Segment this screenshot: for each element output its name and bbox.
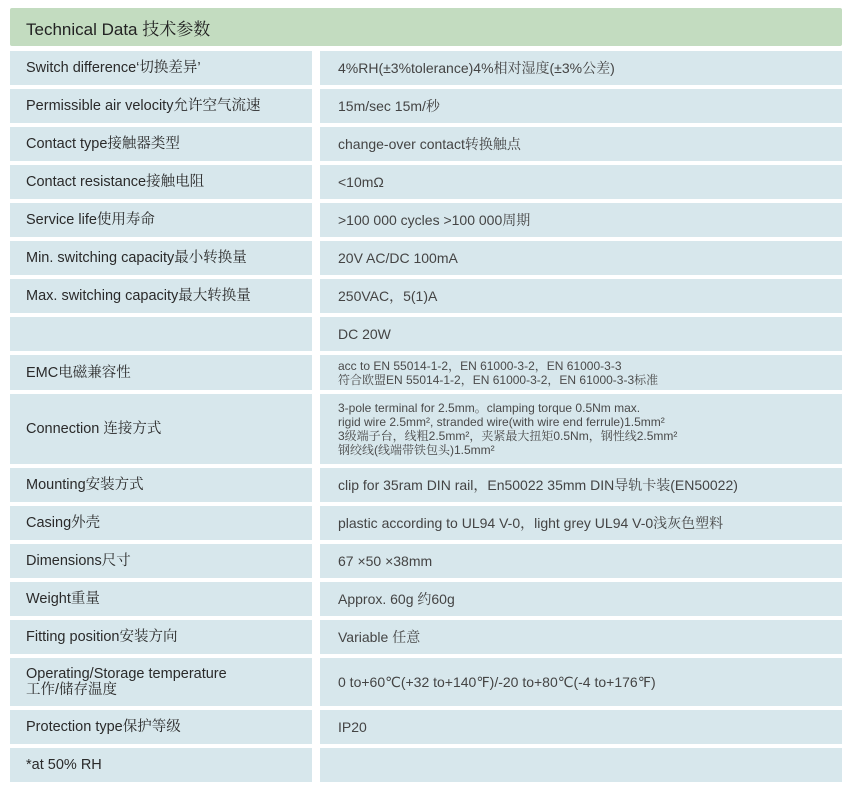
row-value-line: rigid wire 2.5mm², stranded wire(with wire end ferrule)1.5mm² bbox=[338, 415, 665, 429]
row-label: Casing外壳 bbox=[10, 506, 312, 540]
table-row bbox=[10, 51, 842, 85]
row-label: Service life使用寿命 bbox=[10, 203, 312, 237]
technical-data-table bbox=[10, 8, 842, 786]
row-label: Protection type保护等级 bbox=[10, 710, 312, 744]
table-row bbox=[10, 582, 842, 616]
row-value bbox=[320, 355, 842, 390]
row-value-line: acc to EN 55014-1-2，EN 61000-3-2，EN 61000-3-3 bbox=[338, 358, 622, 373]
row-value: clip for 35ram DIN rail，En50022 35mm DIN导轨卡装(EN50022) bbox=[320, 468, 842, 502]
row-value: 67 ×50 ×38mm bbox=[320, 544, 842, 578]
table-row bbox=[10, 279, 842, 313]
table-row bbox=[10, 165, 842, 199]
table-row bbox=[10, 89, 842, 123]
row-value: 250VAC，5(1)A bbox=[320, 279, 842, 313]
row-value: <10mΩ bbox=[320, 165, 842, 199]
table-row bbox=[10, 127, 842, 161]
row-label: EMC电磁兼容性 bbox=[10, 355, 312, 390]
row-label: *at 50% RH bbox=[10, 748, 312, 782]
row-label: Contact type接触器类型 bbox=[10, 127, 312, 161]
row-value: plastic according to UL94 V-0，light grey UL94 V-0浅灰色塑料 bbox=[320, 506, 842, 540]
row-label: Dimensions尺寸 bbox=[10, 544, 312, 578]
table-row bbox=[10, 710, 842, 744]
table-row bbox=[10, 748, 842, 782]
row-value bbox=[320, 748, 842, 782]
table-row bbox=[10, 506, 842, 540]
row-value: 0 to+60℃(+32 to+140℉)/-20 to+80℃(-4 to+176℉) bbox=[320, 658, 842, 706]
table-row bbox=[10, 317, 842, 351]
row-label: Max. switching capacity最大转换量 bbox=[10, 279, 312, 313]
table-row bbox=[10, 355, 842, 390]
table-row bbox=[10, 241, 842, 275]
row-value-line: 3级端子台，线粗2.5mm²，夹紧最大扭矩0.5Nm，钢性线2.5mm² bbox=[338, 429, 678, 443]
row-value: IP20 bbox=[320, 710, 842, 744]
row-label bbox=[10, 317, 312, 351]
row-value-line: 钢绞线(线端带铁包头)1.5mm² bbox=[338, 443, 495, 457]
row-label: Contact resistance接触电阻 bbox=[10, 165, 312, 199]
table-row bbox=[10, 658, 842, 706]
row-value-line: 符合欧盟EN 55014-1-2，EN 61000-3-2，EN 61000-3-3标准 bbox=[338, 372, 659, 387]
row-value-line: 3-pole terminal for 2.5mm。clamping torque 0.5Nm max. bbox=[338, 401, 641, 415]
row-value: 15m/sec 15m/秒 bbox=[320, 89, 842, 123]
row-value: Variable 任意 bbox=[320, 620, 842, 654]
row-value: DC 20W bbox=[320, 317, 842, 351]
row-label: Switch difference‘切换差异’ bbox=[10, 51, 312, 85]
row-value: 20V AC/DC 100mA bbox=[320, 241, 842, 275]
table-row bbox=[10, 203, 842, 237]
table-row bbox=[10, 620, 842, 654]
row-label: Operating/Storage temperature 工作/储存温度 bbox=[10, 658, 312, 706]
row-label: Min. switching capacity最小转换量 bbox=[10, 241, 312, 275]
row-label: Mounting安装方式 bbox=[10, 468, 312, 502]
row-label: Permissible air velocity允许空气流速 bbox=[10, 89, 312, 123]
row-label: Connection 连接方式 bbox=[10, 394, 312, 464]
row-label: Weight重量 bbox=[10, 582, 312, 616]
row-value: change-over contact转换触点 bbox=[320, 127, 842, 161]
row-value: 4%RH(±3%tolerance)4%相对湿度(±3%公差) bbox=[320, 51, 842, 85]
row-value: Approx. 60g 约60g bbox=[320, 582, 842, 616]
row-value: >100 000 cycles >100 000周期 bbox=[320, 203, 842, 237]
table-row bbox=[10, 394, 842, 464]
row-value bbox=[320, 394, 842, 464]
table-body bbox=[10, 51, 842, 782]
table-row bbox=[10, 468, 842, 502]
table-title: Technical Data 技术参数 bbox=[10, 8, 842, 46]
table-row bbox=[10, 544, 842, 578]
row-label: Fitting position安装方向 bbox=[10, 620, 312, 654]
